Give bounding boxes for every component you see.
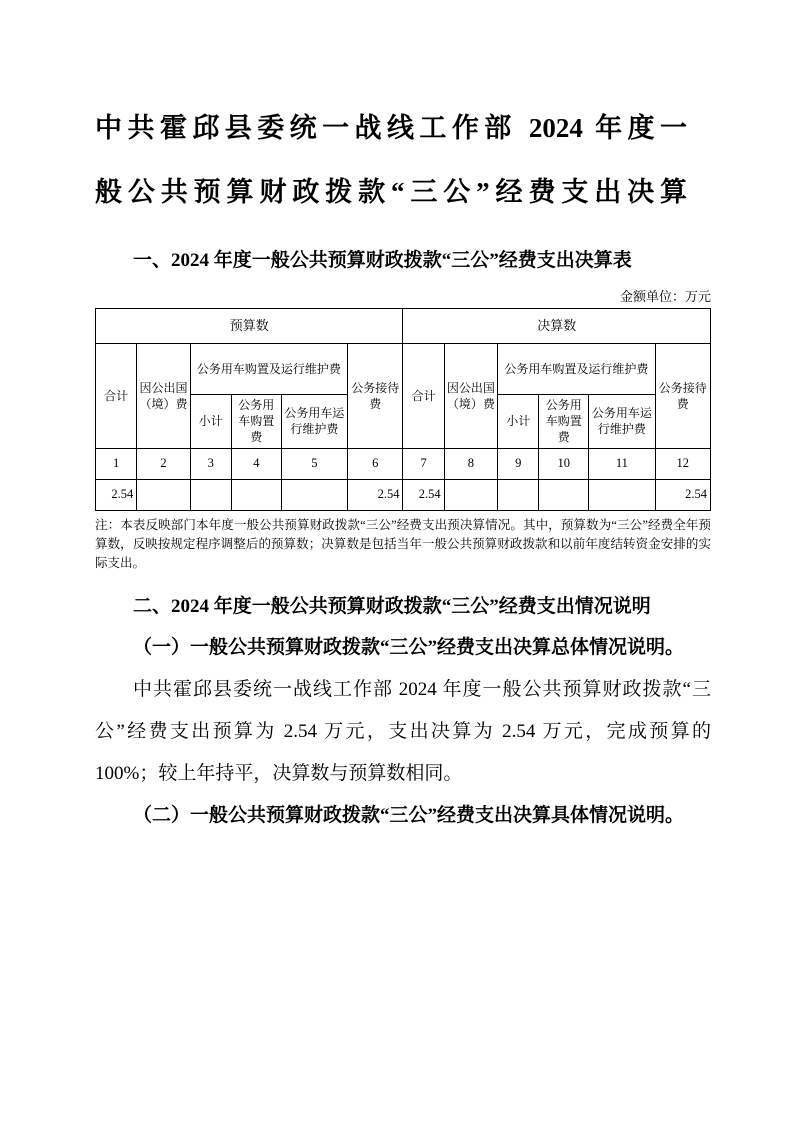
budget-reception-value: 2.54: [348, 479, 403, 510]
paragraph-overview: 中共霍邱县委统一战线工作部 2024 年度一般公共预算财政拨款“三公”经费支出预算为 2.54 万元，支出决算为 2.54 万元，完成预算的 100%；较上年持平，决算数与预算数相同。: [95, 679, 711, 784]
table-column-number-row: [96, 448, 711, 479]
unit-note: 金额单位：万元: [619, 288, 711, 304]
subsection-1-heading: （一）一般公共预算财政拨款“三公”经费支出决算总体情况说明。: [133, 637, 685, 659]
budget-vehicle-maintenance-value: [281, 479, 347, 510]
budget-abroad-value: [137, 479, 191, 510]
section-2-heading: 二、2024 年度一般公共预算财政拨款“三公”经费支出情况说明: [133, 595, 651, 617]
column-number-cell: 3: [190, 448, 231, 479]
column-number-cell: 7: [403, 448, 444, 479]
section-1-heading: 一、2024 年度一般公共预算财政拨款“三公”经费支出决算表: [133, 250, 632, 271]
budget-vehicle-purchase-value: [231, 479, 281, 510]
column-number-cell: 8: [444, 448, 498, 479]
column-number-cell: 6: [348, 448, 403, 479]
sangong-expense-table: [95, 308, 711, 511]
final-reception-value: 2.54: [655, 479, 710, 510]
title-line-1: 中共霍邱县委统一战线工作部 2024 年度一: [95, 113, 687, 143]
column-number-cell: 11: [589, 448, 655, 479]
final-total-value: 2.54: [403, 479, 444, 510]
final-abroad-header: 因公出国（境）费: [444, 343, 498, 448]
final-vehicle-purchase-header: 公务用车购置费: [539, 394, 589, 448]
final-vehicle-maintenance-header: 公务用车运行维护费: [589, 394, 655, 448]
final-vehicle-maintenance-value: [589, 479, 655, 510]
table-value-row: [96, 479, 711, 510]
document-title: [95, 96, 711, 224]
final-vehicle-group-header: 公务用车购置及运行维护费: [498, 343, 655, 394]
final-abroad-value: [444, 479, 498, 510]
title-line-2: 般公共预算财政拨款“三公”经费支出决算: [95, 177, 687, 207]
final-group-header: 决算数: [403, 308, 711, 343]
budget-vehicle-subtotal-value: [190, 479, 231, 510]
budget-total-value: 2.54: [96, 479, 137, 510]
final-vehicle-subtotal-value: [498, 479, 539, 510]
table-note: 注：本表反映部门本年度一般公共预算财政拨款“三公”经费支出预决算情况。其中，预算数为“三公”经费全年预算数，反映按规定程序调整后的预算数；决算数是包括当年一般公共预算财政拨款和以前年度结转资金安排的实际支出。: [95, 517, 711, 571]
budget-abroad-header: 因公出国（境）费: [137, 343, 191, 448]
final-vehicle-purchase-value: [539, 479, 589, 510]
budget-vehicle-purchase-header: 公务用车购置费: [231, 394, 281, 448]
column-number-cell: 12: [655, 448, 710, 479]
budget-vehicle-maintenance-header: 公务用车运行维护费: [281, 394, 347, 448]
subsection-2-heading: （二）一般公共预算财政拨款“三公”经费支出决算具体情况说明。: [133, 804, 685, 826]
column-number-cell: 5: [281, 448, 347, 479]
table-group-row: [96, 308, 711, 343]
final-total-header: 合计: [403, 343, 444, 448]
final-reception-header: 公务接待费: [655, 343, 710, 448]
budget-vehicle-subtotal-header: 小计: [190, 394, 231, 448]
column-number-cell: 1: [96, 448, 137, 479]
table-header-row: [96, 343, 711, 394]
budget-group-header: 预算数: [96, 308, 403, 343]
column-number-cell: 9: [498, 448, 539, 479]
final-vehicle-subtotal-header: 小计: [498, 394, 539, 448]
column-number-cell: 10: [539, 448, 589, 479]
column-number-cell: 4: [231, 448, 281, 479]
budget-vehicle-group-header: 公务用车购置及运行维护费: [190, 343, 347, 394]
column-number-cell: 2: [137, 448, 191, 479]
budget-total-header: 合计: [96, 343, 137, 448]
budget-reception-header: 公务接待费: [348, 343, 403, 448]
